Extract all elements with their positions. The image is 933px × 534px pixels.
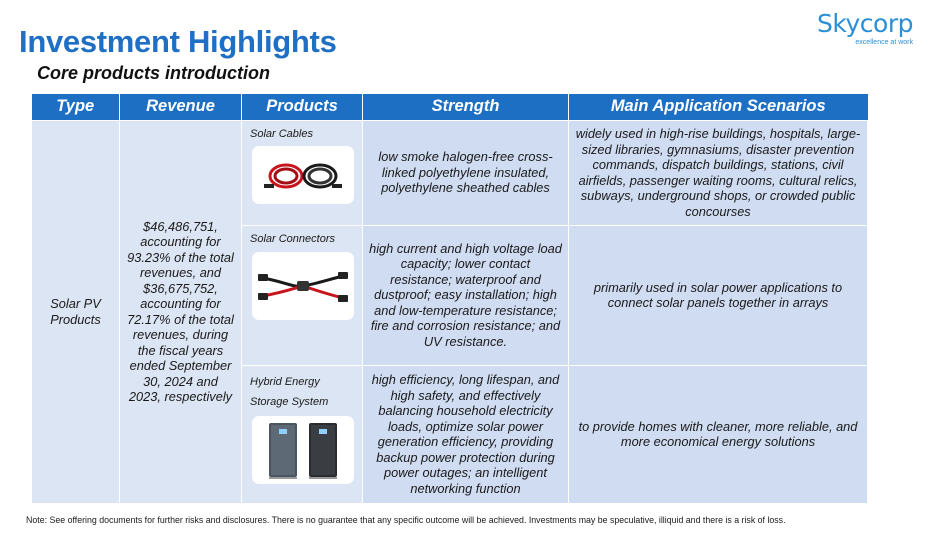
strength-cell: low smoke halogen-free cross-linked polyethylene insulated, polyethylene sheathed cables — [363, 120, 569, 225]
company-logo — [817, 10, 913, 46]
type-cell: Solar PV Products — [32, 120, 120, 503]
page-title: Investment Highlights — [19, 24, 337, 59]
product-name: Solar Cables — [250, 127, 313, 140]
product-name: Hybrid Energy Storage System — [250, 375, 329, 408]
product-cell — [242, 120, 363, 225]
disclaimer-note: Note: See offering documents for further risks and disclosures. There is no guarantee that any specific outcome will be achieved. Investments may be speculative, illiquid and there is a risk of loss. — [26, 515, 786, 525]
solar-cables-image — [252, 146, 354, 204]
logo-wordmark: Skycorp — [817, 9, 913, 38]
strength-cell: high current and high voltage load capacity; lower contact resistance; waterproof and dustproof; easy installation; high and low-temperature resistance; fire and corrosion resistance; and UV resistance. — [363, 225, 569, 365]
logo-tagline: excellence at work — [855, 39, 913, 46]
column-header-products: Products — [242, 94, 363, 120]
application-cell: to provide homes with cleaner, more reliable, and more economical energy solutions — [569, 365, 868, 503]
application-cell: primarily used in solar power applications to connect solar panels together in arrays — [569, 225, 868, 365]
products-table — [31, 94, 868, 504]
page-subtitle: Core products introduction — [37, 63, 270, 83]
solar-cables-icon — [258, 152, 348, 198]
column-header-application: Main Application Scenarios — [569, 94, 868, 120]
product-cell — [242, 225, 363, 365]
product-name: Solar Connectors — [250, 232, 335, 245]
column-header-revenue: Revenue — [120, 94, 242, 120]
solar-connectors-image — [252, 252, 354, 320]
table-row — [32, 120, 868, 225]
energy-storage-icon — [255, 419, 351, 481]
column-header-type: Type — [32, 94, 120, 120]
column-header-strength: Strength — [363, 94, 569, 120]
product-cell — [242, 365, 363, 503]
solar-connectors-icon — [255, 260, 351, 312]
strength-cell: high efficiency, long lifespan, and high safety, and effectively balancing household electricity loads, optimize solar power generation efficiency, providing backup power protection during power outages; an intelligent networking function — [363, 365, 569, 503]
application-cell: widely used in high-rise buildings, hospitals, large-sized libraries, gymnasiums, disaster prevention commands, dispatch buildings, stations, civil airfields, passenger waiting rooms, cultural relics, subways, underground shops, or crowded public concourses — [569, 120, 868, 225]
energy-storage-image — [252, 416, 354, 484]
table-header-row — [32, 94, 868, 120]
revenue-cell: $46,486,751, accounting for 93.23% of the total revenues, and $36,675,752, accounting for 72.17% of the total revenues, during the fiscal years ended September 30, 2024 and 2023, respectively — [120, 120, 242, 503]
